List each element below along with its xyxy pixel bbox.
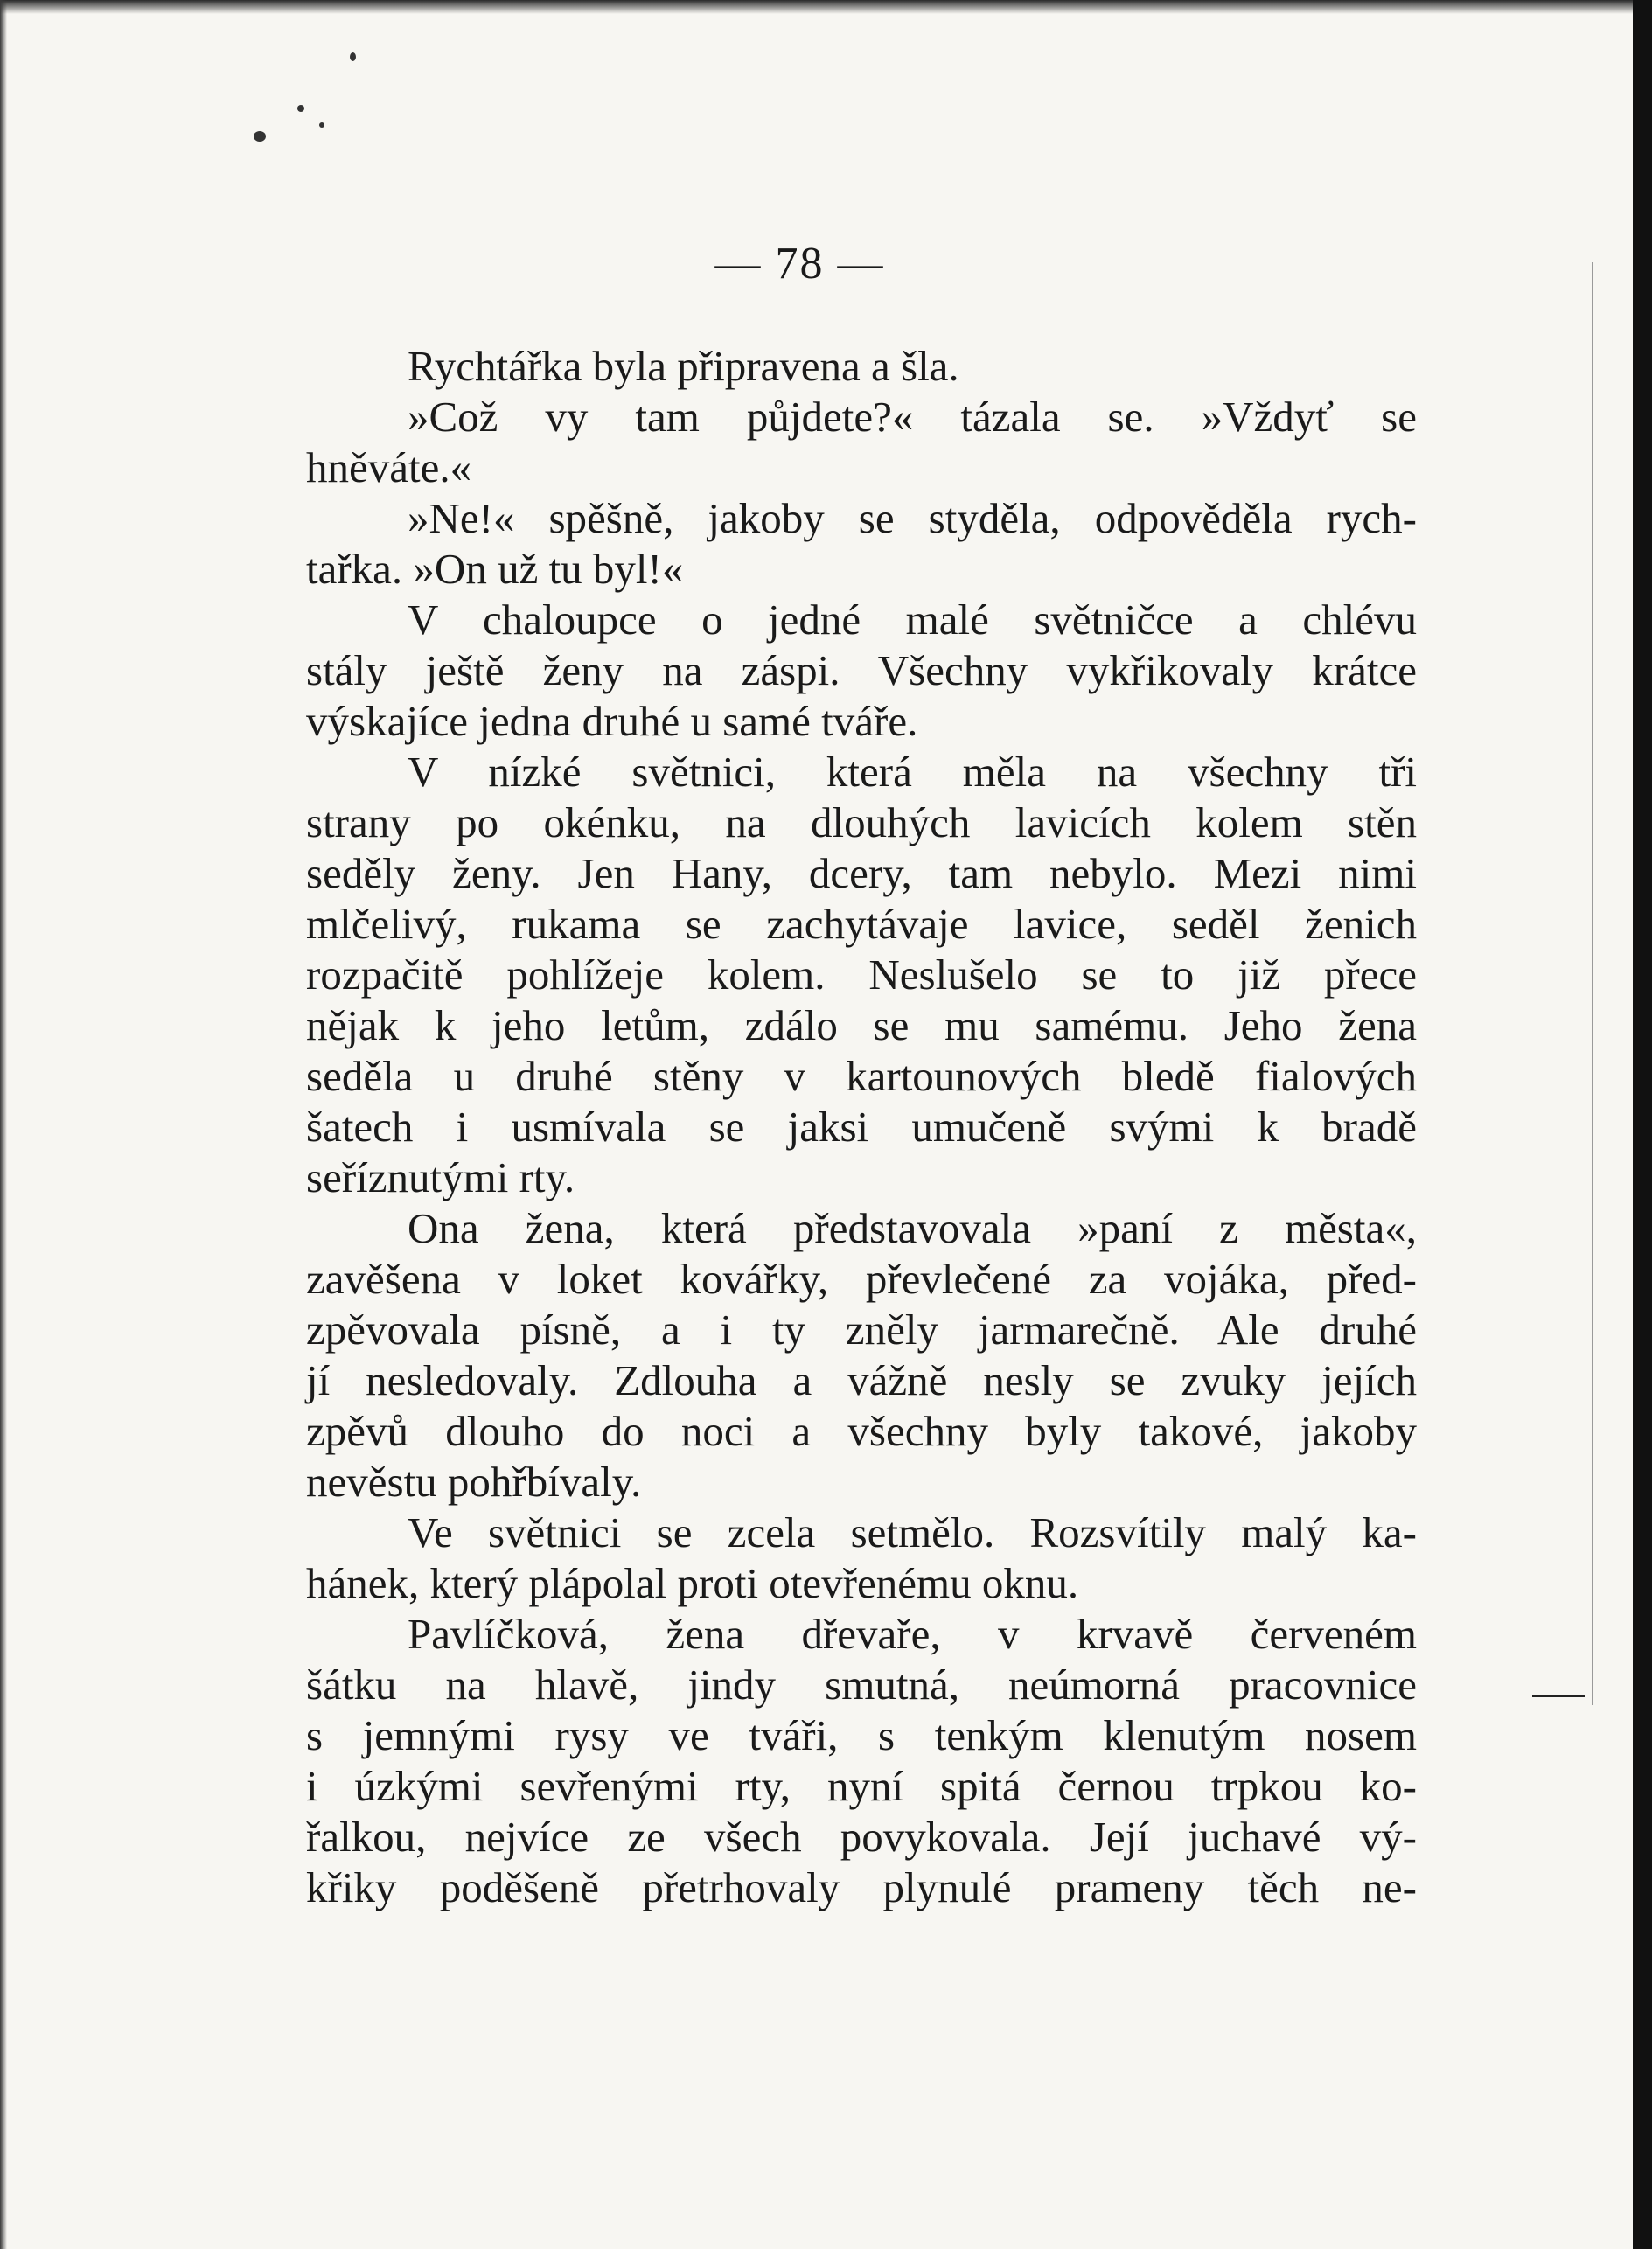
text-line: strany po okénku, na dlouhých lavicích kolem stěn [306, 798, 1417, 846]
text-line: nevěstu pohřbívaly. [306, 1458, 642, 1506]
text-line: stály ještě ženy na záspi. Všechny vykřikovaly krátce [306, 646, 1417, 694]
text-line: i úzkými sevřenými rty, nyní spitá černou trpkou ko- [306, 1762, 1417, 1810]
ink-speck [350, 52, 356, 61]
text-line: řalkou, nejvíce ze všech povykovala. Její juchavé vý- [306, 1813, 1417, 1861]
text-line: šátku na hlavě, jindy smutná, neúmorná pracovnice [306, 1661, 1417, 1709]
scan-edge-right [1633, 0, 1652, 2249]
text-line: s jemnými rysy ve tváři, s tenkým klenutým nosem [306, 1711, 1417, 1759]
text-line: hánek, který plápolal proti otevřenému oknu. [306, 1559, 1079, 1607]
paragraph [306, 595, 1417, 747]
paragraph [306, 341, 1417, 392]
text-line: zpěvů dlouho do noci a všechny byly takové, jakoby [306, 1407, 1417, 1455]
text-line: zpěvovala písně, a i ty zněly jarmarečně. Ale druhé [306, 1306, 1417, 1354]
text-line: V nízké světnici, která měla na všechny tři [408, 748, 1417, 796]
page-number: — 78 — [714, 239, 885, 289]
text-line: seříznutými rty. [306, 1153, 575, 1201]
text-line: Ve světnici se zcela setmělo. Rozsvítily malý ka- [408, 1508, 1417, 1556]
text-line: seděly ženy. Jen Hany, dcery, tam nebylo. Mezi nimi [306, 849, 1417, 897]
text-line: Pavlíčková, žena dřevaře, v krvavě červeném [408, 1610, 1417, 1658]
text-line: rozpačitě pohlížeje kolem. Neslušelo se to již přece [306, 950, 1417, 999]
paragraph [306, 1507, 1417, 1609]
text-line: tařka. »On už tu byl!« [306, 545, 684, 593]
text-line: křiky poděšeně přetrhovaly plynulé prameny těch ne- [306, 1863, 1417, 1911]
paragraph [306, 1203, 1417, 1507]
ink-speck [319, 122, 324, 128]
text-line: jí nesledovaly. Zdlouha a vážně nesly se zvuky jejích [306, 1356, 1417, 1404]
scan-edge-top [0, 0, 1652, 14]
paragraph [306, 392, 1417, 493]
margin-dash-mark [1532, 1695, 1585, 1697]
text-line: V chaloupce o jedné malé světničce a chlévu [408, 595, 1417, 644]
text-line: šatech i usmívala se jaksi umučeně svými k bradě [306, 1103, 1417, 1151]
ink-speck [297, 105, 304, 112]
paragraph [306, 1609, 1417, 1913]
text-line: nějak k jeho letům, zdálo se mu samému. Jeho žena [306, 1001, 1417, 1049]
text-line: Ona žena, která představovala »paní z města«, [408, 1204, 1417, 1252]
text-line: seděla u druhé stěny v kartounových bledě fialových [306, 1052, 1417, 1100]
text-line: Rychtářka byla připravena a šla. [408, 342, 959, 390]
text-line: »Což vy tam půjdete?« tázala se. »Vždyť se [408, 393, 1417, 441]
text-line: »Ne!« spěšně, jakoby se styděla, odpověděla rych- [408, 494, 1417, 542]
paragraph [306, 493, 1417, 595]
text-line: hněváte.« [306, 443, 472, 491]
scan-edge-left [0, 0, 7, 2249]
paragraph [306, 747, 1417, 1203]
scan-margin-rule [1592, 262, 1593, 1705]
body-text [306, 341, 1417, 1913]
ink-speck [254, 131, 266, 142]
text-line: zavěšena v loket kovářky, převlečené za vojáka, před- [306, 1255, 1417, 1303]
text-line: mlčelivý, rukama se zachytávaje lavice, seděl ženich [306, 900, 1417, 948]
text-line: výskajíce jedna druhé u samé tváře. [306, 697, 918, 745]
